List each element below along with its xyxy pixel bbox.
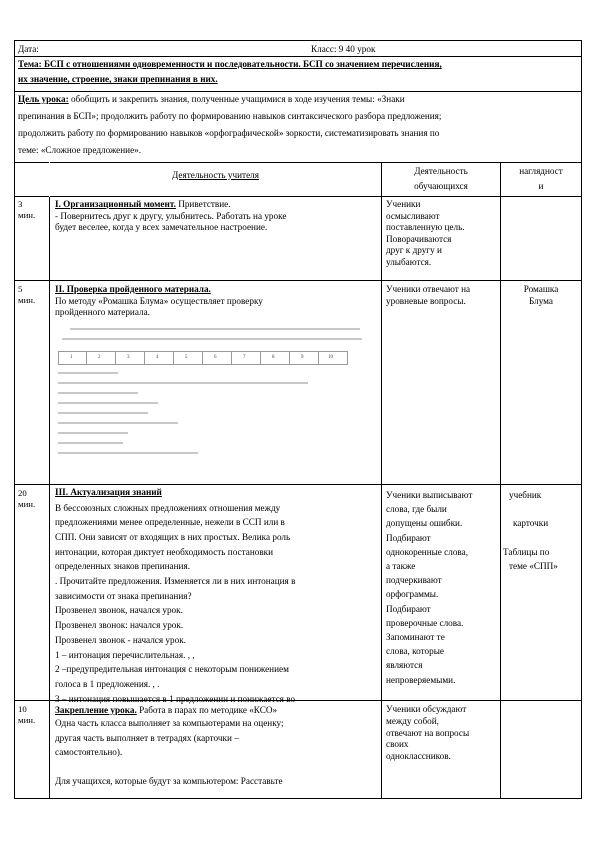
- row3-line: 3 – интонация повышается в 1 предложении и понижается во: [55, 693, 296, 704]
- row4-title: Закрепление урока.: [55, 705, 137, 715]
- row3-visual-line: Таблицы по: [503, 546, 550, 557]
- row3-student-line: Запоминают те: [386, 632, 445, 643]
- row3-student-line: слова, которые: [386, 646, 444, 657]
- row3-line: . Прочитайте предложения. Изменяется ли в них интонация в: [55, 576, 296, 587]
- row3-student-line: Подбирают: [386, 603, 431, 614]
- row3-student-line: однокоренные слова,: [386, 546, 469, 557]
- row1-student-line: Поворачиваются: [386, 233, 452, 244]
- table-border-left: [14, 40, 15, 799]
- row-divider: [14, 196, 582, 197]
- mini-cell-label: 7: [243, 355, 246, 360]
- goal-line-3: продолжить работу по формированию навыков «орфографической» зоркости, систематизировать знания по: [18, 128, 440, 138]
- row4-student-line: Ученики обсуждают: [386, 704, 467, 714]
- row2-visual-line: Блума: [528, 295, 554, 306]
- row3-teacher: [55, 487, 377, 706]
- time-value: 3: [18, 199, 23, 209]
- row4-line: Для учащихся, которые будут за компьютером: Расставьте: [55, 776, 283, 786]
- row3-line: Прозвенел звонок - начался урок.: [55, 634, 186, 645]
- row1-line: - Повернитесь друг к другу, улыбнитесь. Работать на уроке: [55, 210, 287, 221]
- row3-line: голоса в 1 предложения. , .: [55, 678, 160, 689]
- row1-student-line: осмысливают: [386, 210, 440, 221]
- column-header-visual-1: наглядност: [519, 166, 563, 176]
- row-divider: [14, 280, 582, 281]
- row1-student-line: Ученики: [386, 199, 421, 209]
- row3-line: 2 –предупредительная интонация с некоторым понижением: [55, 664, 289, 675]
- row4-students: [386, 704, 496, 763]
- row3-line: определенных знаков препинания.: [55, 561, 190, 572]
- row3-line: В бессоюзных сложных предложениях отношения между: [55, 502, 281, 513]
- row1-title-rest: Приветствие.: [175, 199, 231, 209]
- row1-title: I. Организационный момент.: [55, 199, 176, 209]
- time-unit: мин.: [18, 209, 36, 220]
- row3-time: [18, 488, 38, 509]
- row1-student-line: друг к другу и: [386, 245, 442, 255]
- column-header-visual-2: и: [538, 181, 544, 191]
- topic-line-1: Тема: БСП с отношениями одновременности и последовательности. БСП со значением перечисления,: [18, 59, 442, 69]
- row1-student-line: поставленную цель.: [386, 222, 465, 232]
- row-divider: [14, 162, 582, 163]
- row4-student-line: отвечают на вопросы: [386, 727, 470, 738]
- row3-visual: [503, 488, 581, 573]
- row2-student-line: Ученики отвечают на: [386, 284, 471, 294]
- row2-visual: [505, 284, 577, 307]
- mini-cell-label: 6: [214, 355, 217, 360]
- row3-line: СПП. Они зависят от входящих в них простых. Велика роль: [55, 531, 291, 542]
- row3-student-line: Подбирают: [386, 532, 431, 543]
- row3-student-line: подчеркивают: [386, 575, 442, 586]
- row2-students: [386, 284, 496, 307]
- col-divider-visual: [500, 162, 501, 799]
- row4-time: [18, 704, 38, 725]
- row2-line: пройденного материала.: [55, 307, 150, 317]
- row3-visual-line: теме «СПП»: [509, 560, 558, 571]
- row3-student-line: являются: [386, 660, 423, 671]
- mini-cell-label: 10: [328, 355, 333, 360]
- row2-student-line: уровневые вопросы.: [386, 295, 466, 306]
- mini-cell-label: 1: [70, 355, 73, 360]
- row3-student-line: непроверяемыми.: [386, 674, 456, 685]
- row4-title-rest: Работа в парах по методике «КСО»: [136, 705, 278, 715]
- row1-line: будет веселее, когда у всех замечательное настроение.: [55, 222, 268, 232]
- row3-line: Прозвенел звонок, начался урок.: [55, 605, 183, 616]
- row-divider: [14, 56, 582, 57]
- row1-student-line: улыбаются.: [386, 256, 432, 267]
- class-info: Класс: 9 40 урок: [311, 44, 376, 54]
- row1-time: [18, 199, 38, 220]
- row4-teacher: [55, 704, 377, 789]
- column-header-students-2: обучающихся: [414, 181, 468, 191]
- row2-time: [18, 284, 38, 305]
- row3-line: Прозвенел звонок: начался урок.: [55, 620, 184, 631]
- column-header-teacher: Деятельность учителя: [172, 170, 259, 180]
- goal-line-2: препинания в БСП»; продолжить работу по формированию навыков синтаксического разбора предложения;: [18, 111, 442, 121]
- date-label: Дата:: [18, 44, 39, 54]
- table-border-bottom: [14, 798, 582, 799]
- row4-student-line: одноклассников.: [386, 751, 451, 762]
- row4-line: самостоятельно).: [55, 747, 123, 757]
- row3-student-line: слова, где были: [386, 504, 447, 515]
- row2-line: По методу «Ромашка Блума» осуществляет проверку: [55, 295, 263, 306]
- row3-student-line: Ученики выписывают: [386, 490, 473, 500]
- row2-visual-line: Ромашка: [523, 284, 559, 294]
- time-value: 20: [18, 488, 27, 498]
- mini-cell-label: 9: [301, 355, 304, 360]
- row4-student-line: между собой,: [386, 715, 439, 726]
- row4-title-line: [55, 704, 377, 716]
- goal-line-1: [18, 94, 405, 106]
- table-border-right: [581, 40, 582, 799]
- row3-student-line: орфограммы.: [386, 589, 439, 600]
- mini-cell-label: 2: [98, 355, 101, 360]
- row4-line: [55, 760, 377, 775]
- row3-line: предложениями менее определенные, нежели в ССП или в: [55, 517, 285, 528]
- row3-line: интонации, которая диктует необходимость постановки: [55, 546, 274, 557]
- row3-student-line: а также: [386, 561, 416, 572]
- row-divider: [14, 91, 582, 92]
- row4-line: другая часть выполняет в тетрадях (карточки –: [55, 732, 239, 743]
- row-divider: [14, 484, 582, 485]
- row2-teacher: [55, 284, 377, 319]
- row3-visual-line: [503, 502, 581, 516]
- goal-label: Цель урока:: [18, 94, 69, 104]
- time-value: 5: [18, 284, 23, 294]
- mini-cell-label: 3: [127, 355, 130, 360]
- mini-cell-label: 8: [272, 355, 275, 360]
- topic-line-2: их значение, строение, знаки препинания в них.: [18, 74, 218, 84]
- row1-teacher: [55, 199, 377, 234]
- row3-student-line: проверочные слова.: [386, 617, 464, 628]
- row3-title: III. Актуализация знаний: [55, 487, 162, 497]
- column-header-students-1: Деятельность: [414, 166, 468, 176]
- row3-student-line: допущены ошибки.: [386, 518, 463, 529]
- embedded-worksheet-scan: [56, 326, 376, 466]
- row3-visual-line: карточки: [513, 518, 549, 529]
- row3-line: зависимости от знака препинания?: [55, 590, 192, 601]
- row4-line: Одна часть класса выполняет за компьютерами на оценку;: [55, 718, 284, 728]
- row1-students: [386, 199, 496, 268]
- goal-line-4: теме: «Сложное предложение».: [18, 145, 142, 155]
- time-unit: мин.: [18, 498, 36, 509]
- mini-cell-label: 5: [185, 355, 188, 360]
- time-unit: мин.: [18, 294, 36, 305]
- row3-visual-line: [503, 531, 581, 545]
- row1-title-line: [55, 199, 377, 211]
- table-border-top: [14, 40, 582, 41]
- row3-line: 1 – интонация перечислительная. , ,: [55, 649, 195, 660]
- goal-text-1: обобщить и закрепить знания, полученные учащимися в ходе изучения темы: «Знаки: [68, 94, 405, 104]
- row3-visual-line: учебник: [509, 490, 542, 500]
- time-unit: мин.: [18, 714, 36, 725]
- row4-student-line: своих: [386, 739, 409, 750]
- row3-students: [386, 488, 496, 687]
- row2-title: II. Проверка пройденного материала.: [55, 284, 211, 294]
- time-value: 10: [18, 704, 27, 714]
- col-divider-time: [49, 196, 50, 799]
- col-divider-students: [381, 162, 382, 799]
- mini-cell-label: 4: [156, 355, 159, 360]
